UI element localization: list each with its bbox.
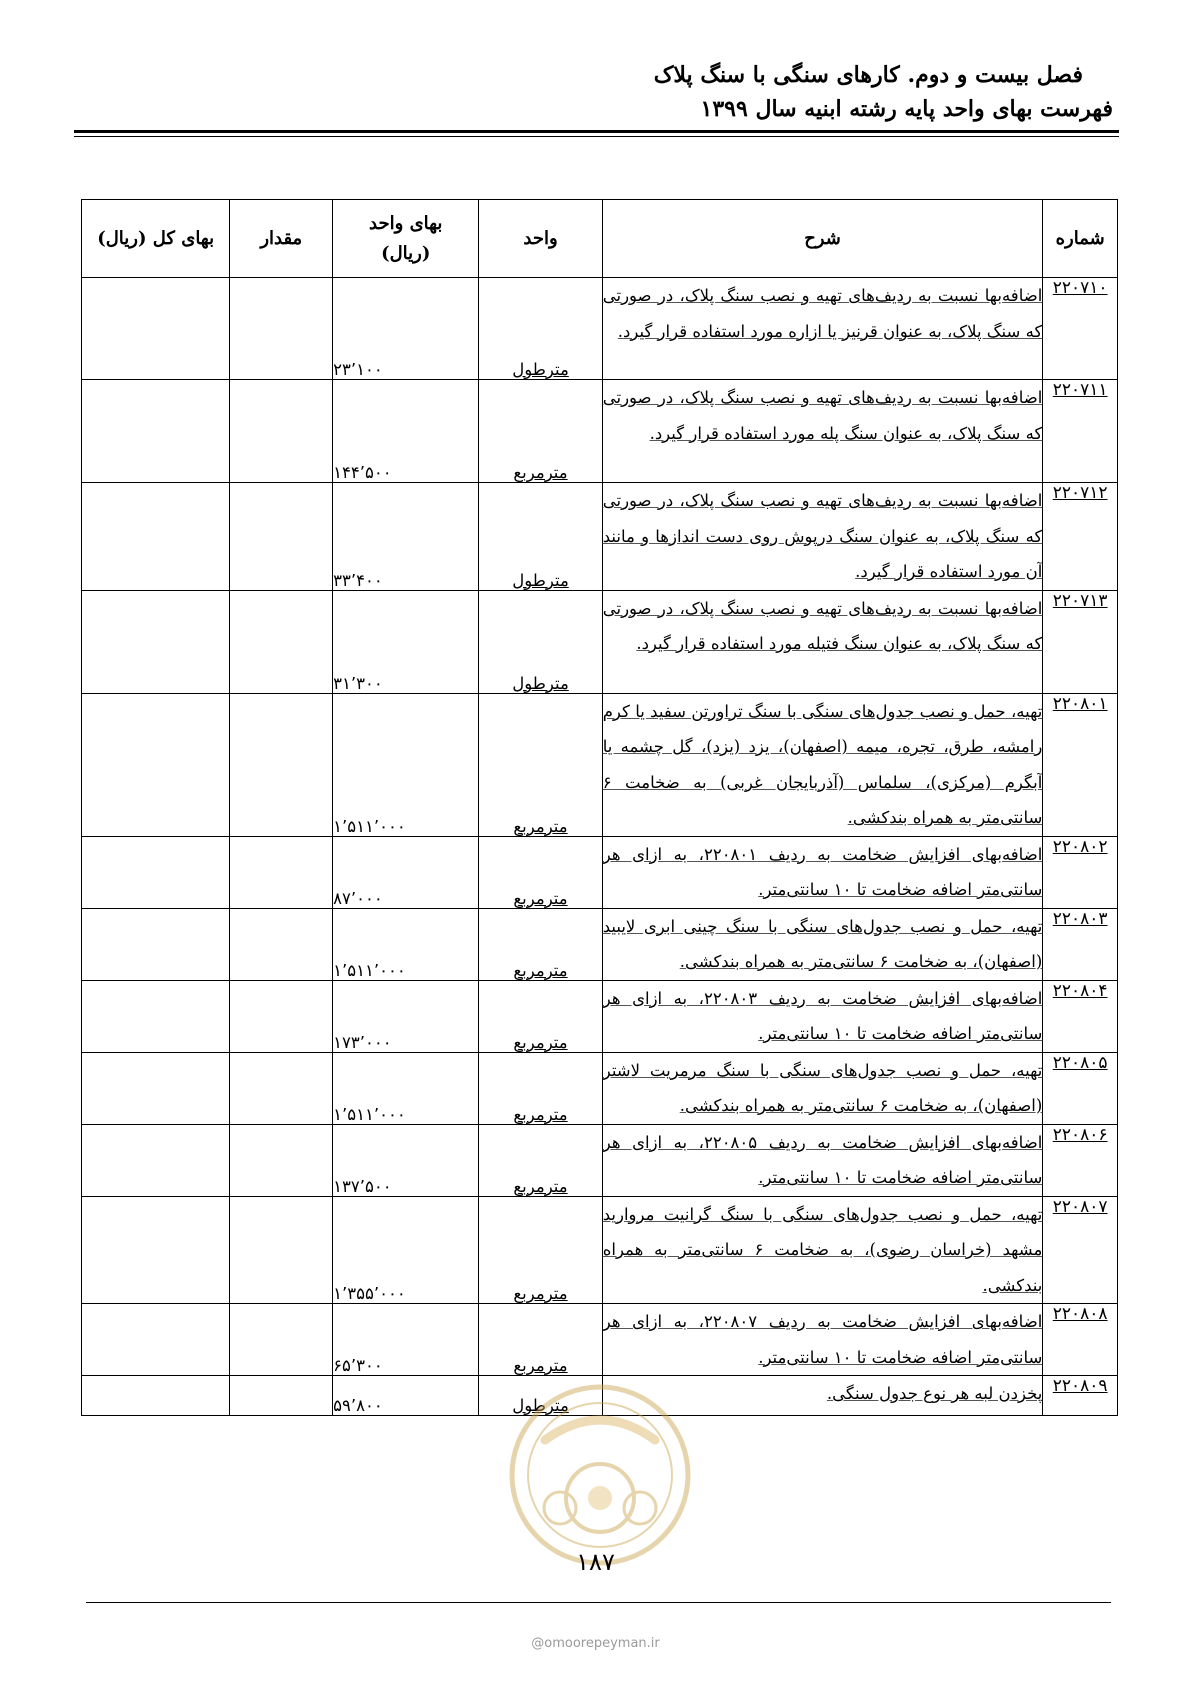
item-total-price bbox=[82, 380, 230, 483]
item-total-price bbox=[82, 1196, 230, 1304]
table-row bbox=[82, 1124, 1118, 1196]
item-number: ۲۲۰۷۱۱ bbox=[1043, 380, 1118, 483]
item-total-price bbox=[82, 483, 230, 591]
item-number: ۲۲۰۷۱۰ bbox=[1043, 278, 1118, 380]
item-unit: مترمربع bbox=[479, 1124, 602, 1196]
item-unit: مترطول bbox=[479, 278, 602, 380]
item-number: ۲۲۰۸۰۹ bbox=[1043, 1376, 1118, 1416]
item-unit: مترمربع bbox=[479, 693, 602, 836]
item-number: ۲۲۰۷۱۲ bbox=[1043, 483, 1118, 591]
item-unit: مترمربع bbox=[479, 1304, 602, 1376]
watermark-text: @omoorepeyman.ir bbox=[531, 1636, 660, 1651]
table-row bbox=[82, 836, 1118, 908]
table-row bbox=[82, 1304, 1118, 1376]
item-number: ۲۲۰۸۰۲ bbox=[1043, 836, 1118, 908]
table-header-row bbox=[82, 200, 1118, 278]
item-unit: مترمربع bbox=[479, 836, 602, 908]
header-quantity: مقدار bbox=[230, 200, 333, 278]
item-unit: مترطول bbox=[479, 483, 602, 591]
item-unit: مترمربع bbox=[479, 980, 602, 1052]
item-unit: مترمربع bbox=[479, 1052, 602, 1124]
item-quantity bbox=[230, 1052, 333, 1124]
item-total-price bbox=[82, 1304, 230, 1376]
item-quantity bbox=[230, 1376, 333, 1416]
item-description: پخزدن لبه هر نوع جدول سنگی. bbox=[602, 1376, 1043, 1416]
item-unit-price: ۲۳٬۱۰۰ bbox=[333, 278, 479, 380]
item-number: ۲۲۰۸۰۸ bbox=[1043, 1304, 1118, 1376]
item-quantity bbox=[230, 1196, 333, 1304]
item-unit-price: ۱٬۵۱۱٬۰۰۰ bbox=[333, 693, 479, 836]
table-row bbox=[82, 278, 1118, 380]
item-description: تهیه، حمل و نصب جدول‌های سنگی با سنگ تراورتن سفید یا کرم رامشه، طرق، تجره، میمه (اصفهان)، یزد (یزد)، گل چشمه یا آبگرم (مرکزی)، سلماس (آذربایجان غربی) به ضخامت ۶ سانتی‌متر به همراه بندکشی. bbox=[602, 693, 1043, 836]
item-unit-price: ۳۳٬۴۰۰ bbox=[333, 483, 479, 591]
table-row bbox=[82, 693, 1118, 836]
page-number: ۱۸۷ bbox=[576, 1548, 615, 1576]
item-description: تهیه، حمل و نصب جدول‌های سنگی با سنگ گرانیت مروارید مشهد (خراسان رضوی)، به ضخامت ۶ سانتی‌متر به همراه بندکشی. bbox=[602, 1196, 1043, 1304]
table-row bbox=[82, 590, 1118, 693]
item-number: ۲۲۰۷۱۳ bbox=[1043, 590, 1118, 693]
header-rule-thin bbox=[74, 136, 1119, 137]
header-description: شرح bbox=[602, 200, 1043, 278]
header-unit: واحد bbox=[479, 200, 602, 278]
item-total-price bbox=[82, 908, 230, 980]
item-unit-price: ۱٬۵۱۱٬۰۰۰ bbox=[333, 908, 479, 980]
footer-rule bbox=[86, 1602, 1111, 1603]
item-number: ۲۲۰۸۰۳ bbox=[1043, 908, 1118, 980]
item-quantity bbox=[230, 693, 333, 836]
page-header bbox=[654, 58, 1113, 126]
item-total-price bbox=[82, 980, 230, 1052]
item-description: اضافه‌بها نسبت به ردیف‌های تهیه و نصب سنگ پلاک، در صورتی که سنگ پلاک، به عنوان سنگ پله مورد استفاده قرار گیرد. bbox=[602, 380, 1043, 483]
item-description: اضافه‌بهای افزایش ضخامت به ردیف ۲۲۰۸۰۷، به ازای هر سانتی‌متر اضافه ضخامت تا ۱۰ سانتی‌متر. bbox=[602, 1304, 1043, 1376]
item-quantity bbox=[230, 278, 333, 380]
item-quantity bbox=[230, 1304, 333, 1376]
header-number: شماره bbox=[1043, 200, 1118, 278]
table-row bbox=[82, 1052, 1118, 1124]
item-total-price bbox=[82, 1124, 230, 1196]
item-unit-price: ۱٬۳۵۵٬۰۰۰ bbox=[333, 1196, 479, 1304]
item-unit-price: ۱۷۳٬۰۰۰ bbox=[333, 980, 479, 1052]
item-quantity bbox=[230, 908, 333, 980]
item-description: تهیه، حمل و نصب جدول‌های سنگی با سنگ چینی ابری لایبید (اصفهان)، به ضخامت ۶ سانتی‌متر به همراه بندکشی. bbox=[602, 908, 1043, 980]
item-unit-price: ۱۴۴٬۵۰۰ bbox=[333, 380, 479, 483]
header-rule-thick bbox=[74, 130, 1119, 133]
item-unit-price: ۸۷٬۰۰۰ bbox=[333, 836, 479, 908]
item-description: اضافه‌بهای افزایش ضخامت به ردیف ۲۲۰۸۰۱، به ازای هر سانتی‌متر اضافه ضخامت تا ۱۰ سانتی‌متر. bbox=[602, 836, 1043, 908]
item-unit-price: ۱٬۵۱۱٬۰۰۰ bbox=[333, 1052, 479, 1124]
item-total-price bbox=[82, 1052, 230, 1124]
item-description: اضافه‌بها نسبت به ردیف‌های تهیه و نصب سنگ پلاک، در صورتی که سنگ پلاک، به عنوان قرنیز یا ازاره مورد استفاده قرار گیرد. bbox=[602, 278, 1043, 380]
item-quantity bbox=[230, 980, 333, 1052]
header-unit-price: بهای واحد (ریال) bbox=[333, 200, 479, 278]
item-total-price bbox=[82, 278, 230, 380]
item-total-price bbox=[82, 693, 230, 836]
table-row bbox=[82, 908, 1118, 980]
item-quantity bbox=[230, 380, 333, 483]
item-description: تهیه، حمل و نصب جدول‌های سنگی با سنگ مرمریت لاشتر (اصفهان)، به ضخامت ۶ سانتی‌متر به همراه بندکشی. bbox=[602, 1052, 1043, 1124]
item-number: ۲۲۰۸۰۵ bbox=[1043, 1052, 1118, 1124]
item-unit-price: ۵۹٬۸۰۰ bbox=[333, 1376, 479, 1416]
item-description: اضافه‌بهای افزایش ضخامت به ردیف ۲۲۰۸۰۳، به ازای هر سانتی‌متر اضافه ضخامت تا ۱۰ سانتی‌متر. bbox=[602, 980, 1043, 1052]
header-total-price: بهای کل (ریال) bbox=[82, 200, 230, 278]
item-unit: مترطول bbox=[479, 590, 602, 693]
item-description: اضافه‌بها نسبت به ردیف‌های تهیه و نصب سنگ پلاک، در صورتی که سنگ پلاک، به عنوان سنگ فتیله مورد استفاده قرار گیرد. bbox=[602, 590, 1043, 693]
table-row bbox=[82, 483, 1118, 591]
item-quantity bbox=[230, 483, 333, 591]
item-number: ۲۲۰۸۰۶ bbox=[1043, 1124, 1118, 1196]
item-unit: مترطول bbox=[479, 1376, 602, 1416]
item-quantity bbox=[230, 590, 333, 693]
item-unit: مترمربع bbox=[479, 380, 602, 483]
publisher-seal-icon bbox=[505, 1380, 695, 1570]
table-row bbox=[82, 380, 1118, 483]
item-unit-price: ۱۳۷٬۵۰۰ bbox=[333, 1124, 479, 1196]
item-unit: مترمربع bbox=[479, 1196, 602, 1304]
item-total-price bbox=[82, 1376, 230, 1416]
chapter-title: فصل بیست و دوم. کارهای سنگی با سنگ پلاک bbox=[653, 62, 1083, 88]
price-table bbox=[81, 199, 1118, 1416]
item-number: ۲۲۰۸۰۷ bbox=[1043, 1196, 1118, 1304]
table-row bbox=[82, 1196, 1118, 1304]
item-unit-price: ۶۵٬۳۰۰ bbox=[333, 1304, 479, 1376]
item-quantity bbox=[230, 1124, 333, 1196]
item-total-price bbox=[82, 590, 230, 693]
item-number: ۲۲۰۸۰۱ bbox=[1043, 693, 1118, 836]
item-unit-price: ۳۱٬۳۰۰ bbox=[333, 590, 479, 693]
item-description: اضافه‌بهای افزایش ضخامت به ردیف ۲۲۰۸۰۵، به ازای هر سانتی‌متر اضافه ضخامت تا ۱۰ سانتی‌متر. bbox=[602, 1124, 1043, 1196]
item-description: اضافه‌بها نسبت به ردیف‌های تهیه و نصب سنگ پلاک، در صورتی که سنگ پلاک، به عنوان سنگ درپوش روی دست اندازها و مانند آن مورد استفاده قرار گیرد. bbox=[602, 483, 1043, 591]
item-unit: مترمربع bbox=[479, 908, 602, 980]
price-list-title: فهرست بهای واحد پایه رشته ابنیه سال ۱۳۹۹ bbox=[700, 96, 1113, 122]
item-quantity bbox=[230, 836, 333, 908]
item-total-price bbox=[82, 836, 230, 908]
item-number: ۲۲۰۸۰۴ bbox=[1043, 980, 1118, 1052]
table-row bbox=[82, 980, 1118, 1052]
